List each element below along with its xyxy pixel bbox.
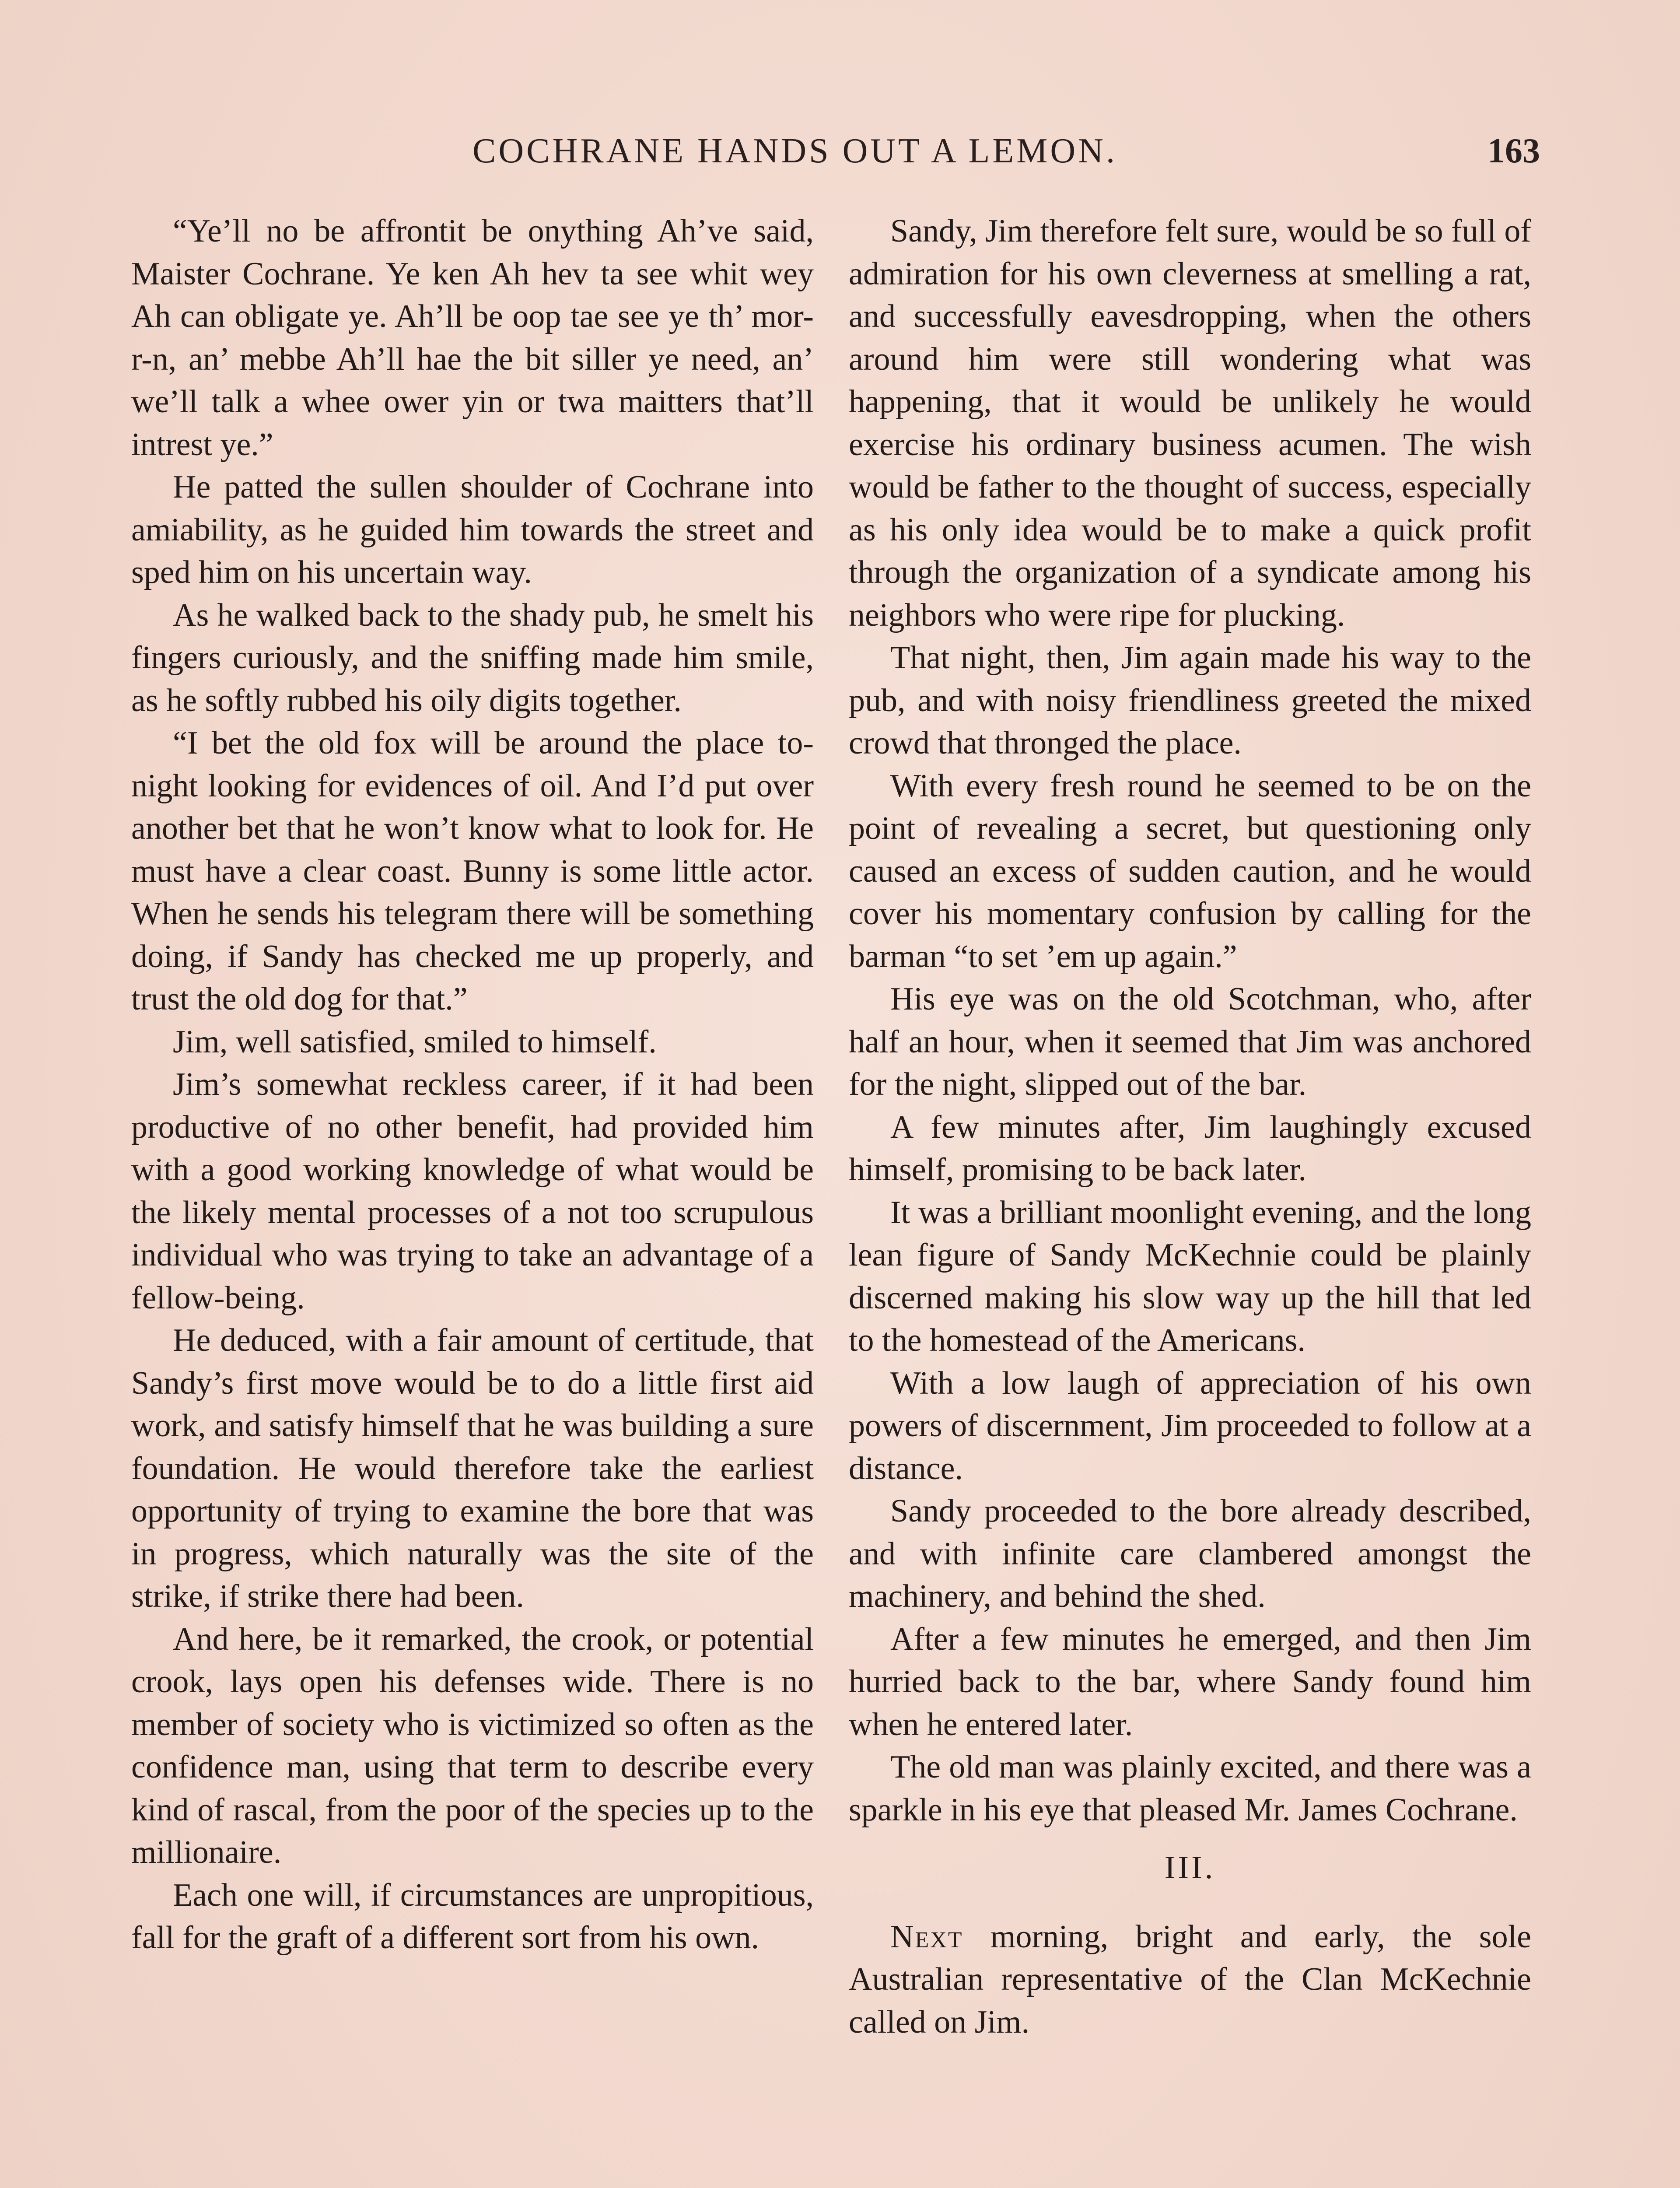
paragraph: It was a brilliant moonlight evening, and the long lean figure of Sandy McKechnie could be plainly discerned making his slow way up the hill that led to the homestead of the Americans. bbox=[849, 1194, 1531, 1358]
paragraph: The old man was plainly excited, and there was a sparkle in his eye that pleased Mr. James Cochrane. bbox=[849, 1749, 1531, 1828]
section-opening-paragraph bbox=[849, 1916, 1531, 2044]
paragraph: As he walked back to the shady pub, he smelt his fingers curiously, and the sniffing made him smile, as he softly rubbed his oily digits together. bbox=[131, 597, 814, 719]
section-heading: III. bbox=[1164, 1850, 1216, 1886]
paragraph: “Ye’ll no be affrontit be onything Ah’ve said, Maister Cochrane. Ye ken Ah hev ta see whit wey Ah can obligate ye. Ah’ll be oop tae see ye th’ mor-r-n, an’ mebbe Ah’ll hae the bit siller ye need, an’ we’ll talk a whee ower yin or twa maitters that’ll intrest ye.” bbox=[131, 213, 814, 463]
opening-word: Next bbox=[890, 1918, 963, 1955]
paragraph: He patted the sullen shoulder of Cochrane into amiability, as he guided him towards the street and sped him on his uncertain way. bbox=[131, 469, 814, 590]
paragraph: That night, then, Jim again made his way to the pub, and with noisy friendliness greeted the mixed crowd that thronged the place. bbox=[849, 640, 1531, 761]
paragraph: With every fresh round he seemed to be on the point of revealing a secret, but questioning only caused an excess of sudden caution, and he would cover his momentary confusion by calling for the barman “to set ’em up again.” bbox=[849, 768, 1531, 975]
paragraph: His eye was on the old Scotchman, who, after half an hour, when it seemed that Jim was anchored for the night, slipped out of the bar. bbox=[849, 981, 1531, 1102]
page-header bbox=[131, 131, 1540, 184]
paragraph: Jim, well satisfied, smiled to himself. bbox=[173, 1024, 657, 1060]
paragraph: After a few minutes he emerged, and then Jim hurried back to the bar, where Sandy found him when he entered later. bbox=[849, 1621, 1531, 1743]
paragraph: “I bet the old fox will be around the place to-night looking for evidences of oil. And I’d put over another bet that he won’t know what to look for. He must have a clear coast. Bunny is some little actor. When he sends his telegram there will be something doing, if Sandy has checked me up properly, and trust the old dog for that.” bbox=[131, 725, 814, 1017]
paragraph: And here, be it remarked, the crook, or potential crook, lays open his defenses wide. There is no member of society who is victimized so often as the confidence man, using that term to describe every kind of rascal, from the poor of the species up to the millionaire. bbox=[131, 1621, 814, 1870]
paragraph: He deduced, with a fair amount of certitude, that Sandy’s first move would be to do a little first aid work, and satisfy himself that he was building a sure foundation. He would therefore take the earliest opportunity of trying to examine the bore that was in progress, which naturally was the site of the strike, if strike there had been. bbox=[131, 1322, 814, 1614]
opening-text: morning, bright and early, the sole Australian representative of the Clan McKechnie called on Jim. bbox=[849, 1918, 1531, 2040]
paragraph: Sandy proceeded to the bore already described, and with infinite care clambered amongst the machinery, and behind the shed. bbox=[849, 1493, 1531, 1614]
page-number: 163 bbox=[1488, 132, 1540, 170]
paragraph: A few minutes after, Jim laughingly excused himself, promising to be back later. bbox=[849, 1109, 1531, 1188]
paragraph: With a low laugh of appreciation of his own powers of discernment, Jim proceeded to follow at a distance. bbox=[849, 1365, 1531, 1487]
left-column bbox=[131, 210, 814, 1960]
paragraph: Sandy, Jim therefore felt sure, would be so full of admiration for his own cleverness at smelling a rat, and successfully eavesdropping, when the others around him were still wondering what was happening, that it would be unlikely he would exercise his ordinary business acumen. The wish would be father to the thought of success, especially as his only idea would be to make a quick profit through the organization of a syndicate among his neighbors who were ripe for plucking. bbox=[849, 213, 1531, 633]
paragraph: Jim’s somewhat reckless career, if it had been productive of no other benefit, had provided him with a good working knowledge of what would be the likely mental processes of a not too scrupulous individual who was trying to take an advantage of a fellow-being. bbox=[131, 1066, 814, 1316]
running-head: COCHRANE HANDS OUT A LEMON. bbox=[472, 132, 1117, 170]
paragraph: Each one will, if circumstances are unpropitious, fall for the graft of a different sort from his own. bbox=[131, 1877, 814, 1956]
right-column bbox=[849, 210, 1531, 2044]
